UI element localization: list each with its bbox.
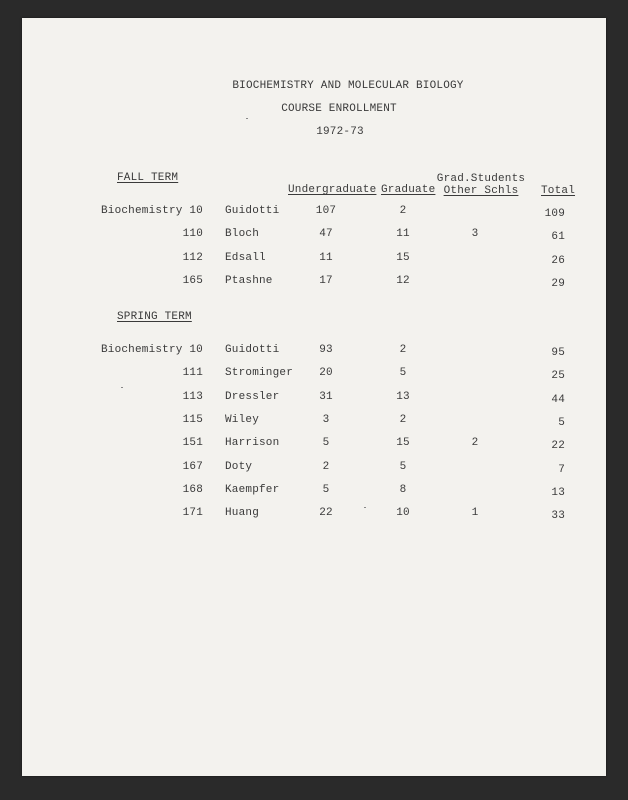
graduate-count: 12 (396, 274, 410, 287)
course-number: 110 (182, 228, 203, 241)
other-schools-count: 3 (471, 228, 479, 241)
graduate-count: 2 (399, 344, 407, 356)
total-count: 95 (551, 347, 565, 359)
undergraduate-count: 3 (322, 413, 330, 426)
spring-term-heading: SPRING TERM (117, 311, 192, 323)
graduate-count: 2 (399, 413, 407, 426)
instructor-name: Harrison (225, 437, 280, 450)
instructor-name: Kaempfer (225, 483, 280, 496)
graduate-count: 8 (399, 483, 407, 496)
instructor-name: Huang (225, 507, 260, 520)
course-number: Biochemistry 10 (100, 344, 203, 356)
academic-year: 1972-73 (316, 126, 364, 138)
instructor-name: Wiley (225, 413, 260, 426)
total-count: 7 (558, 463, 565, 476)
graduate-count: 5 (399, 367, 407, 380)
graduate-count: 10 (396, 507, 410, 520)
undergraduate-count: 107 (315, 205, 337, 217)
column-header-undergraduate: Undergraduate (288, 184, 377, 196)
instructor-name: Dressler (225, 390, 280, 403)
instructor-name: Guidotti (225, 344, 280, 356)
instructor-name: Guidotti (225, 205, 280, 217)
course-number: 112 (182, 251, 203, 264)
graduate-count: 15 (396, 251, 410, 264)
column-header-grad-other-line1: Grad.Students (436, 173, 526, 185)
course-number: 151 (182, 437, 203, 450)
graduate-count: 13 (396, 390, 410, 403)
course-number: 167 (182, 460, 203, 473)
other-schools-count: 1 (471, 507, 479, 520)
column-header-grad-other-line2: Other Schls (443, 185, 519, 197)
course-number: 165 (182, 274, 203, 287)
course-number: 111 (182, 367, 203, 380)
document-page (22, 18, 606, 776)
undergraduate-count: 31 (319, 390, 333, 403)
graduate-count: 5 (399, 460, 407, 473)
undergraduate-count: 5 (322, 437, 330, 450)
course-number: 168 (182, 483, 203, 496)
undergraduate-count: 5 (322, 483, 330, 496)
course-number: 115 (182, 413, 203, 426)
undergraduate-count: 2 (322, 460, 330, 473)
total-count: 22 (551, 440, 565, 453)
paper-speck (121, 387, 123, 388)
column-header-graduate: Graduate (381, 184, 436, 196)
instructor-name: Doty (225, 460, 253, 473)
course-number: Biochemistry 10 (100, 205, 203, 217)
graduate-count: 2 (399, 205, 407, 217)
course-number: 171 (182, 507, 203, 520)
undergraduate-count: 17 (319, 274, 333, 287)
total-count: 61 (551, 231, 565, 244)
instructor-name: Ptashne (225, 274, 273, 287)
document-title: BIOCHEMISTRY AND MOLECULAR BIOLOGY (232, 80, 464, 92)
course-number: 113 (182, 390, 203, 403)
total-count: 29 (551, 277, 565, 290)
total-count: 44 (551, 393, 565, 406)
document-subtitle: COURSE ENROLLMENT (281, 103, 397, 115)
total-count: 33 (551, 510, 565, 523)
graduate-count: 15 (396, 437, 410, 450)
instructor-name: Strominger (225, 367, 294, 380)
total-count: 26 (551, 254, 565, 267)
undergraduate-count: 20 (319, 367, 333, 380)
paper-speck (246, 118, 248, 119)
undergraduate-count: 11 (319, 251, 333, 264)
total-count: 5 (558, 416, 565, 429)
paper-speck (364, 507, 366, 508)
instructor-name: Edsall (225, 251, 266, 264)
graduate-count: 11 (396, 228, 410, 241)
other-schools-count: 2 (471, 437, 479, 450)
total-count: 13 (551, 486, 565, 499)
fall-term-heading: FALL TERM (117, 172, 179, 184)
column-header-total: Total (541, 185, 576, 197)
undergraduate-count: 47 (319, 228, 333, 241)
instructor-name: Bloch (225, 228, 260, 241)
undergraduate-count: 93 (319, 344, 333, 356)
total-count: 25 (551, 370, 565, 383)
total-count: 109 (544, 208, 565, 220)
undergraduate-count: 22 (319, 507, 333, 520)
